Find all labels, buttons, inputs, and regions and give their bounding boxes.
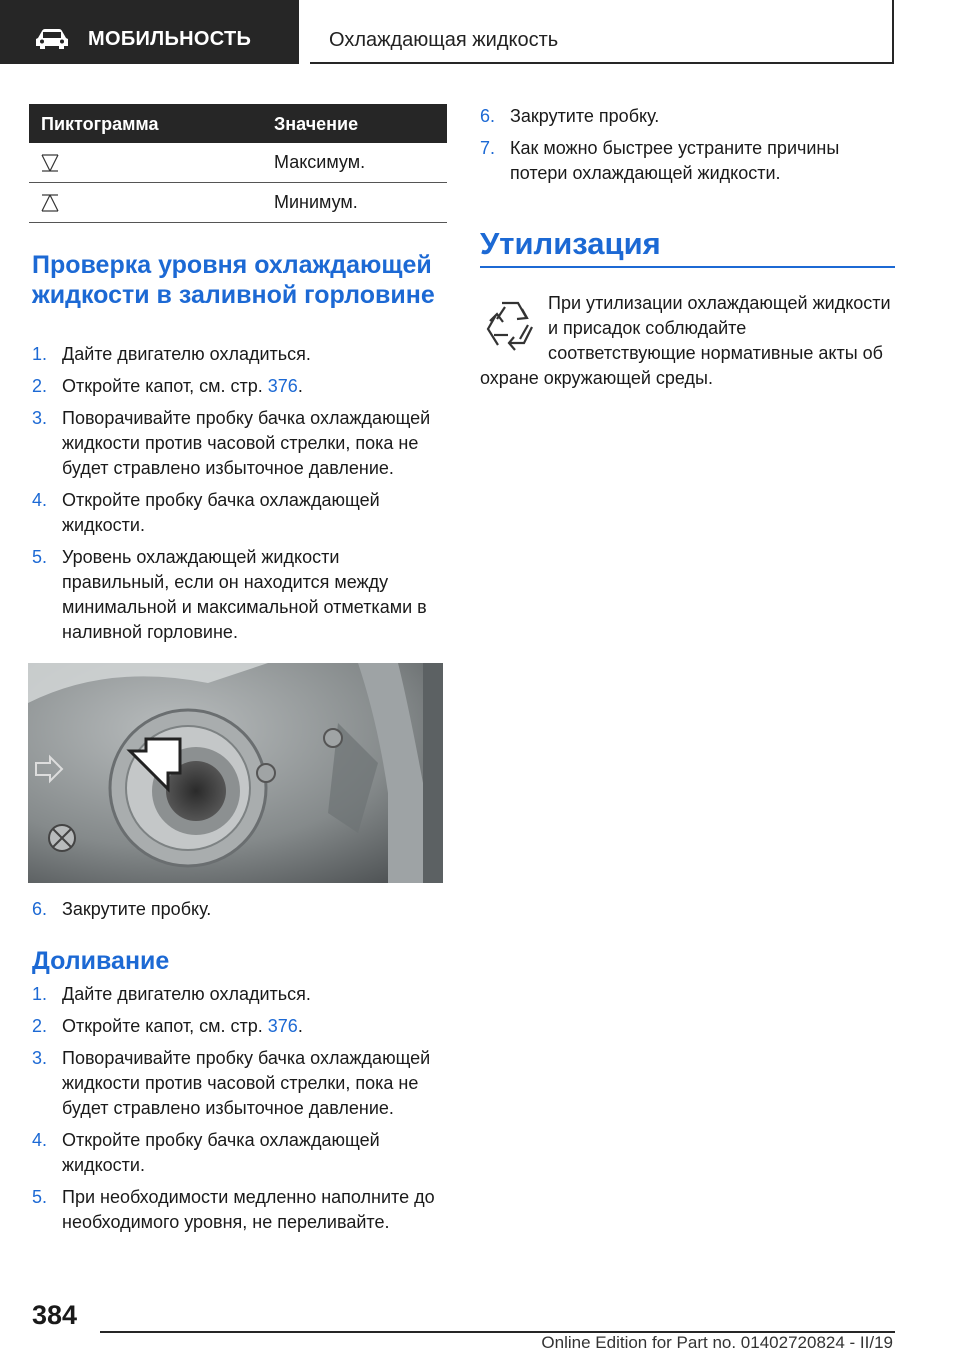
page-ref-link[interactable]: 376 bbox=[267, 1016, 298, 1036]
min-mark-icon bbox=[41, 193, 59, 213]
check-steps bbox=[32, 342, 448, 652]
heading-rule bbox=[480, 266, 895, 268]
list-item: 4. Откройте пробку бачка охлаждающей жидкости. bbox=[32, 1130, 380, 1175]
max-mark-icon bbox=[41, 153, 59, 173]
coolant-filler-photo bbox=[28, 663, 443, 883]
section-tab bbox=[0, 0, 299, 64]
list-item: 4. Откройте пробку бачка охлаждающей жидкости. bbox=[32, 490, 380, 535]
fill-steps-continued bbox=[480, 104, 895, 193]
page-ref-link[interactable]: 376 bbox=[267, 376, 298, 396]
check-step-6 bbox=[32, 897, 448, 929]
col-pictogram: Пиктограмма bbox=[41, 114, 159, 134]
list-item: 3. Поворачивайте пробку бачка охлаждающей жидкости против часовой стрелки, пока не будет стравлено избыточное давление. bbox=[32, 408, 431, 478]
car-icon bbox=[34, 28, 70, 50]
list-item: 6. Закрутите пробку. bbox=[32, 899, 212, 919]
col-meaning: Значение bbox=[274, 114, 359, 134]
list-item: 1. Дайте двигателю охладиться. bbox=[32, 984, 311, 1004]
list-item: 2. Откройте капот, см. стр. 376. bbox=[32, 376, 303, 396]
meaning-max: Максимум. bbox=[274, 152, 366, 172]
table-header bbox=[29, 104, 447, 143]
list-item: 1. Дайте двигателю охладиться. bbox=[32, 344, 311, 364]
list-item: 5. Уровень охлаждающей жидкости правильный, если он находится между минимальной и максимальной отметками в наливной горловине. bbox=[32, 547, 427, 642]
heading-disposal: Утилизация bbox=[480, 226, 661, 261]
disposal-note bbox=[480, 291, 895, 391]
list-item: 6. Закрутите пробку. bbox=[480, 106, 660, 126]
page-number: 384 bbox=[32, 1300, 78, 1330]
recycle-icon bbox=[482, 295, 538, 357]
list-item: 2. Откройте капот, см. стр. 376. bbox=[32, 1016, 303, 1036]
page-header bbox=[310, 0, 894, 64]
table-row bbox=[29, 143, 447, 183]
heading-check: Проверка уровня охлаждающей жидкости в заливной горловине bbox=[32, 251, 435, 309]
edition-text: Online Edition for Part no. 01402720824 - II/19 bbox=[541, 1333, 893, 1352]
list-item: 3. Поворачивайте пробку бачка охлаждающей жидкости против часовой стрелки, пока не будет стравлено избыточное давление. bbox=[32, 1048, 431, 1118]
page-title: Охлаждающая жидкость bbox=[329, 29, 559, 51]
section-label: МОБИЛЬНОСТЬ bbox=[88, 28, 252, 50]
meaning-min: Минимум. bbox=[274, 192, 358, 212]
list-item: 7. Как можно быстрее устраните причины потери охлаждающей жидкости. bbox=[480, 138, 840, 183]
table-row bbox=[29, 183, 447, 223]
list-item: 5. При необходимости медленно наполните до необходимого уровня, не переливайте. bbox=[32, 1187, 435, 1232]
heading-fill: Доливание bbox=[32, 947, 170, 975]
pictogram-table bbox=[29, 104, 447, 223]
fill-steps bbox=[32, 982, 448, 1242]
disposal-text: При утилизации охлаждающей жидкости и присадок соблюдайте соответствующие нормативные акты об охране окружающей среды. bbox=[480, 293, 891, 388]
